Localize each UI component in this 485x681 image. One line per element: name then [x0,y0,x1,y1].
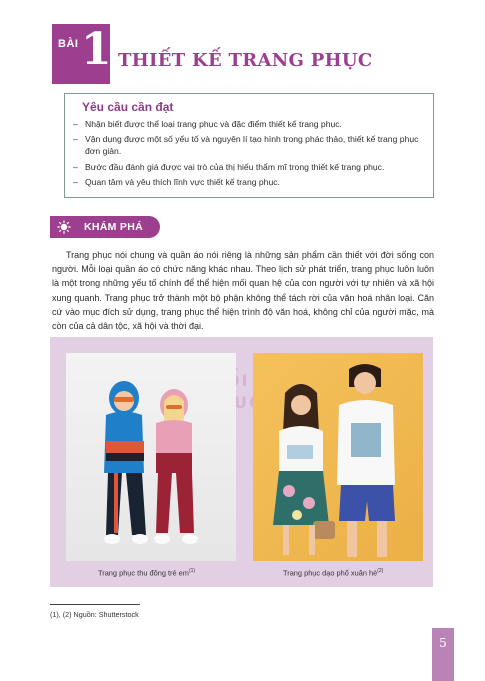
explore-section-tag [50,216,160,238]
lesson-badge [52,24,110,84]
watermark: CUỘC [220,393,279,412]
footnote-divider [50,604,140,605]
list-item: – Vận dụng được một số yếu tố và nguyên lí tạo hình trong phác thảo, thiết kế trang phục đơn giản. [73,134,419,157]
list-item: – Nhận biết được thể loại trang phục và đặc điểm thiết kế trang phục. [73,119,342,129]
couple-summer-outfit-photo [253,353,423,561]
sun-bulb-icon [57,220,71,234]
page-number: 5 [432,628,454,681]
figure-caption-2: Trang phục dạo phố xuân $hè^{(2)}$ [283,568,384,578]
kids-winter-outfit-photo [66,353,236,561]
list-item: – Bước đầu đánh giá được vai trò của thị hiếu thẩm mĩ trong thiết kế trang phục. [73,161,385,172]
lesson-number: 1 [81,24,112,75]
requirements-list [73,118,425,191]
requirements-title: Yêu cầu cần đạt [82,100,174,114]
intro-paragraph: Trang phục nói chung và quần áo nói riêng là những sản phẩm cần thiết với đời sống con người. Mỗi loại quần áo có chức năng khác nhau. Theo lịch sử phát triển, trang phục luôn luôn là một trong những yếu tố chính để thể hiện mối quan hệ của con người với tự nhiên và xã hội xung quanh. Trang phục trở thành một bộ phận không thể tách rời của văn hoá nhân loại. Căn cứ vào mục đích sử dụng, trang phục thể hiện trình độ văn hoá, không chỉ của người mặc, mà còn của cả dân tộc, xã hội và thời đại. [52,250,434,332]
explore-label: KHÁM PHÁ [84,221,143,233]
lesson-label: BÀI [58,38,79,50]
couple-illustration [253,353,423,561]
list-item: – Quan tâm và yêu thích lĩnh vực thiết kế trang phục. [73,176,280,187]
page-title: THIẾT KẾ TRANG PHỤC [118,50,373,71]
figure-caption-1: Trang phục thu đông trẻ $em^{(1)}$ [98,568,196,578]
kids-illustration [66,353,236,561]
footnote: (1), (2) Nguồn: Shutterstock [50,610,139,619]
requirements-box [64,93,434,198]
